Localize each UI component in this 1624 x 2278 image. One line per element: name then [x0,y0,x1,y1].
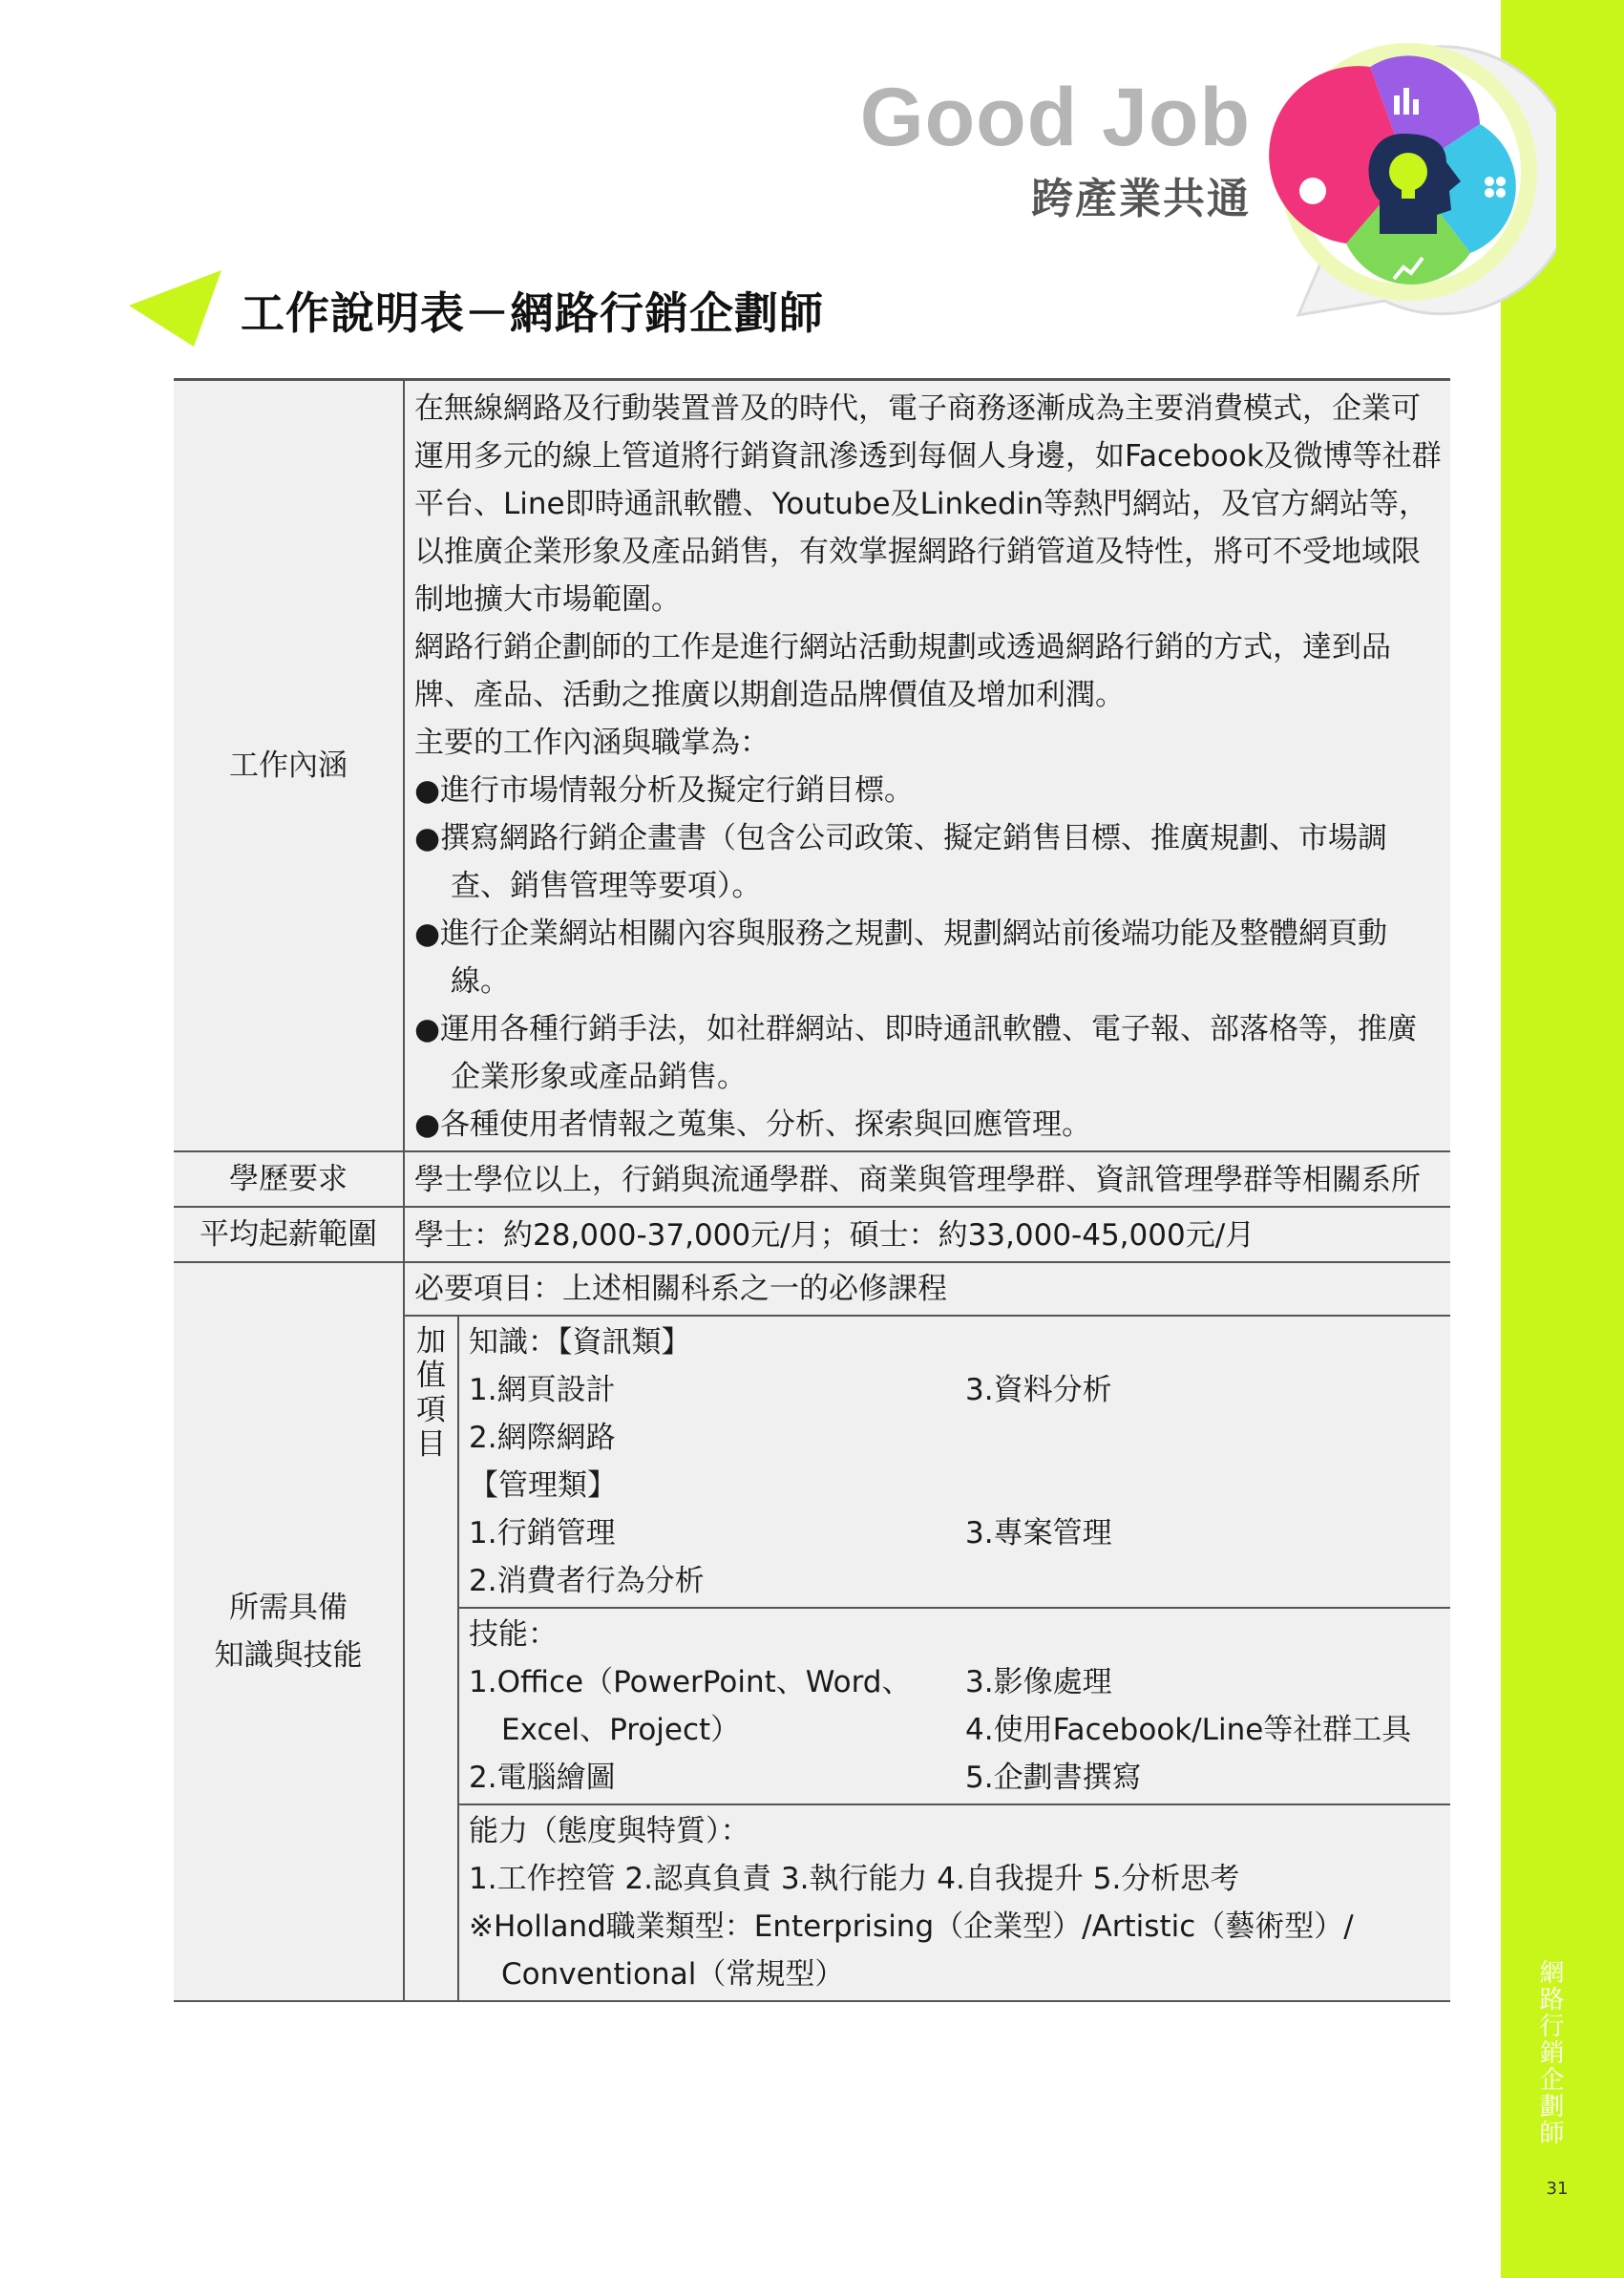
skill-item: Excel、Project） [501,1713,741,1747]
value-added-char: 加 [416,1324,446,1359]
work-paragraph: 網路行銷企劃師的工作是進行網站活動規劃或透過網路行銷的方式，達到品牌、產品、活動之推廣以期創造品牌價值及增加利潤。 [414,630,1391,712]
good-job-logo-icon [1260,29,1556,325]
knowledge-item: 1.行銷管理 [469,1516,616,1550]
work-bullet: ●進行市場情報分析及擬定行銷目標。 [414,773,915,808]
education-text: 學士學位以上，行銷與流通學群、商業與管理學群、資訊管理學群等相關系所 [404,1151,1450,1207]
knowledge-section [458,1316,1450,1608]
label-salary: 平均起薪範圍 [174,1207,404,1262]
work-bullet: ●運用各種行銷手法，如社群網站、即時通訊軟體、電子報、部落格等，推廣企業形象或產品銷售。 [414,1012,1418,1094]
knowledge-item: 1.網頁設計 [469,1373,616,1407]
ability-heading: 能力（態度與特質）： [469,1814,750,1848]
label-skills-line1: 所需具備 [229,1591,348,1625]
page-title: 工作說明表－網路行銷企劃師 [241,287,824,339]
skill-item: 2.電腦繪圖 [469,1761,616,1795]
title-triangle-icon [129,270,224,347]
logo-title: Good Job [859,72,1251,163]
side-accent-strip [1501,0,1624,2278]
value-added-char: 目 [416,1427,446,1462]
skill-item: 4.使用Facebook/Line等社群工具 [965,1713,1412,1747]
label-skills [174,1262,404,2001]
required-items: 必要項目：上述相關科系之一的必修課程 [405,1263,1450,1316]
knowledge-item: 3.專案管理 [965,1516,1112,1550]
row-skills [174,1262,1450,2001]
skill-section [458,1608,1450,1804]
ability-section [458,1804,1450,2000]
work-paragraph: 在無線網路及行動裝置普及的時代，電子商務逐漸成為主要消費模式，企業可運用多元的線上管道將行銷資訊滲透到每個人身邊，如Facebook及微博等社群平台、Line即時通訊軟體、Youtube及Linkedin等熱門網站，及官方網站等，以推廣企業形象及產品銷售，有效掌握網路行銷管道及特性，將可不受地域限制地擴大市場範圍。 [414,391,1442,617]
label-skills-line2: 知識與技能 [214,1638,363,1673]
skills-cell [404,1262,1450,2001]
work-bullet: ●進行企業網站相關內容與服務之規劃、規劃網站前後端功能及整體網頁動線。 [414,917,1388,999]
logo-subtitle: 跨產業共通 [1031,175,1251,223]
job-description-table [174,378,1450,2002]
side-vertical-title: 網路行銷企劃師 [1535,1959,1564,2146]
label-education: 學歷要求 [174,1151,404,1207]
skill-heading: 技能： [469,1617,558,1652]
work-bullet: ●各種使用者情報之蒐集、分析、探索與回應管理。 [414,1107,1092,1142]
knowledge-item: 2.消費者行為分析 [469,1564,705,1598]
work-bullet: ●撰寫網路行銷企畫書（包含公司政策、擬定銷售目標、推廣規劃、市場調查、銷售管理等要項）。 [414,821,1388,903]
value-added-char: 值 [416,1359,446,1393]
knowledge-heading: 知識：【資訊類】 [469,1325,691,1360]
value-added-label [405,1316,458,2000]
logo-text [821,72,1251,225]
skill-item: 1.Office（PowerPoint、Word、 [469,1665,912,1699]
knowledge-mgmt-heading: 【管理類】 [469,1468,617,1503]
knowledge-item: 3.資料分析 [965,1373,1112,1407]
knowledge-item: 2.網際網路 [469,1421,616,1455]
value-added-char: 項 [416,1393,446,1427]
ability-line: 1.工作控管 2.認真負責 3.執行能力 4.自我提升 5.分析思考 [469,1862,1240,1896]
row-education [174,1151,1450,1207]
row-work-content [174,380,1450,1152]
skill-item: 5.企劃書撰寫 [965,1761,1142,1795]
skills-inner-table [405,1263,1450,2000]
row-salary [174,1207,1450,1262]
salary-text: 學士：約28,000-37,000元/月；碩士：約33,000-45,000元/月 [404,1207,1450,1262]
work-content-cell [404,380,1450,1152]
work-paragraph: 主要的工作內涵與職掌為： [414,726,770,760]
holland-type-line: Conventional（常規型） [501,1957,845,1992]
holland-type-line: ※Holland職業類型：Enterprising（企業型）/Artistic（藝術型）/ [469,1909,1354,1944]
page-number: 31 [1546,2179,1569,2199]
skill-item: 3.影像處理 [965,1665,1112,1699]
label-work-content: 工作內涵 [174,380,404,1152]
